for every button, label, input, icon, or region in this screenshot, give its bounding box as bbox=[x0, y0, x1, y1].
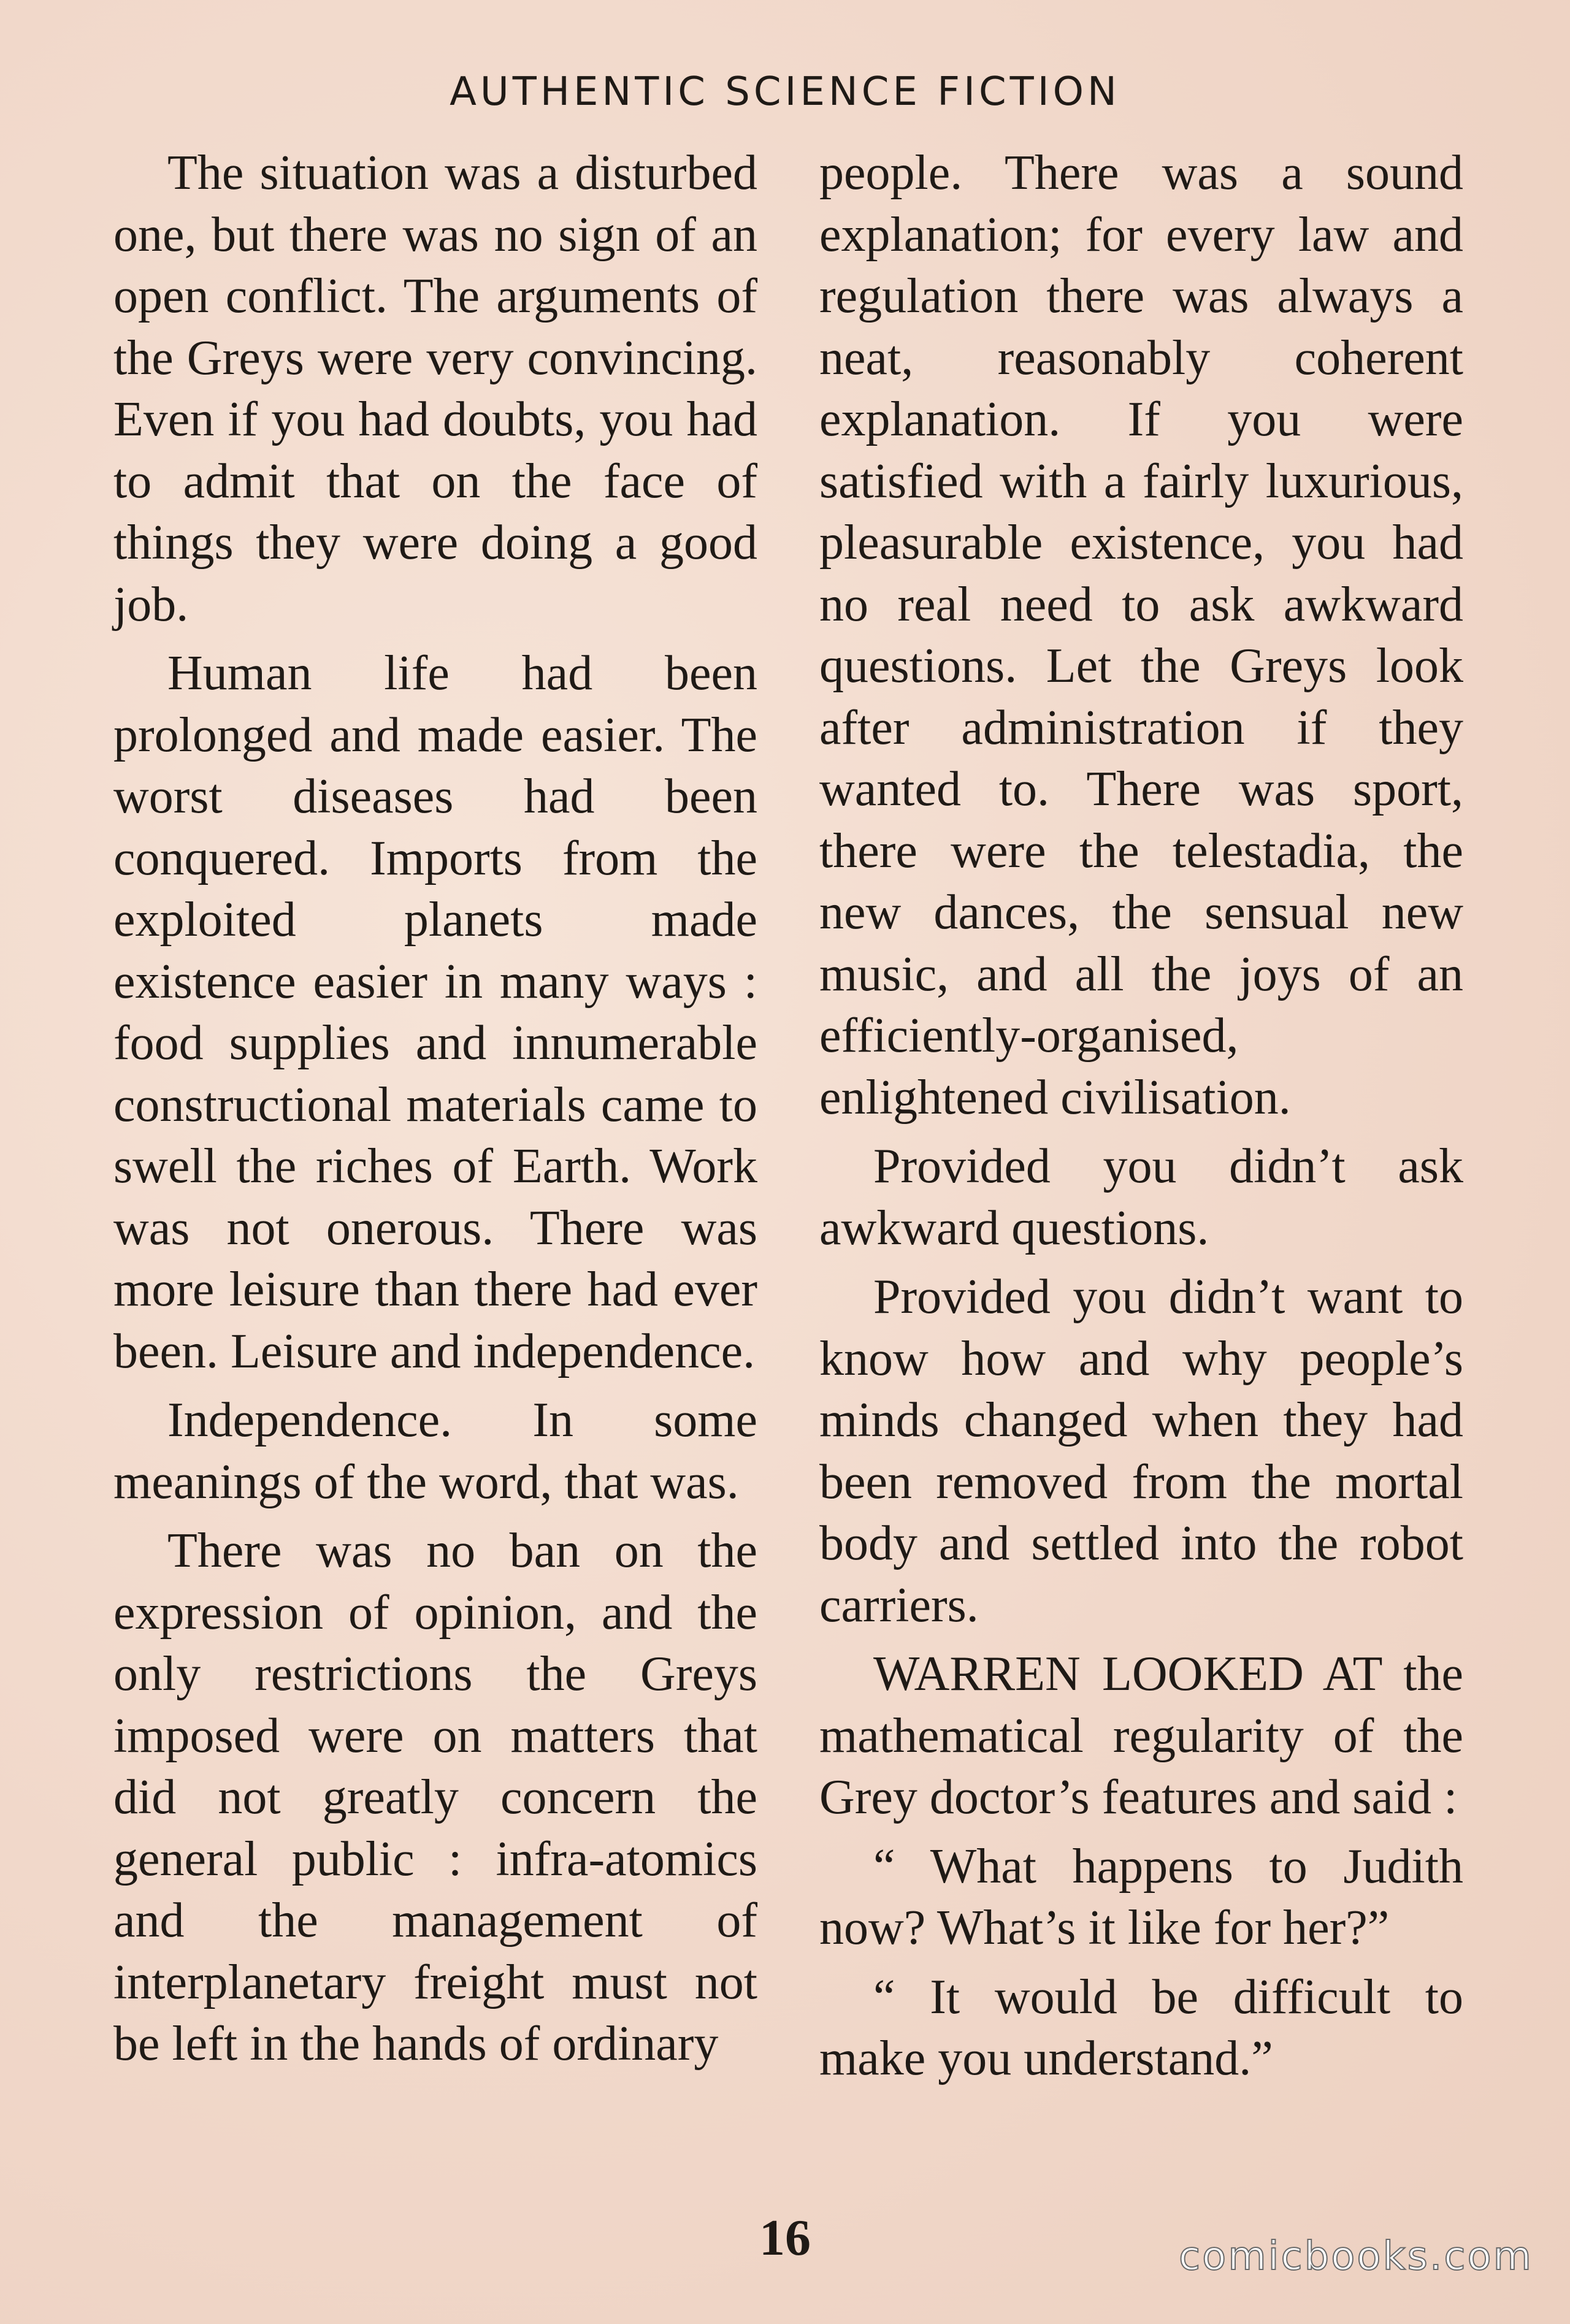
paragraph: Independence. In some meanings of the word, that was. bbox=[113, 1393, 757, 1509]
right-text-column bbox=[819, 142, 1463, 2097]
page-number: 16 bbox=[759, 2209, 811, 2266]
paragraph: Human life had been prolonged and made easier. The worst diseases had been conquered. Imports from the exploited planets made existence easier in many ways : food supplies and innumerable constructional materials came to swell the riches of Earth. Work was not onerous. There was more leisure than there had ever been. Leisure and independence. bbox=[113, 646, 757, 1378]
paragraph: WARREN LOOKED AT the mathematical regularity of the Grey doctor’s features and said : bbox=[819, 1647, 1463, 1824]
paragraph: The situation was a disturbed one, but there was no sign of an open conflict. The arguments of the Greys were very convincing. Even if you had doubts, you had to admit that on the face of things they were doing a good job. bbox=[113, 146, 757, 632]
running-header: AUTHENTIC SCIENCE FICTION bbox=[450, 69, 1120, 115]
paragraph-continued: people. There was a sound explanation; for every law and regulation there was always a neat, reasonably coherent explanation. If you were satisfied with a fairly luxurious, pleasurable existence, you had no real need to ask awkward questions. Let the Greys look after administration if they wanted to. There was sport, there were the telestadia, the new dances, the sensual new music, and all the joys of an efficiently-organised, enlightened civilisation. bbox=[819, 146, 1463, 1125]
paragraph: “ It would be difficult to make you understand.” bbox=[819, 1970, 1463, 2085]
watermark: comicbooks.com bbox=[1178, 2234, 1533, 2279]
paragraph: There was no ban on the expression of opinion, and the only restrictions the Greys imposed were on matters that did not greatly concern the general public : infra-atomics and the management of interplanetary freight must not be left in the hands of ordinary bbox=[113, 1524, 757, 2071]
paragraph: “ What happens to Judith now? What’s it like for her?” bbox=[819, 1839, 1463, 1955]
paragraph: Provided you didn’t want to know how and why people’s minds changed when they had been removed from the mortal body and settled into the robot carriers. bbox=[819, 1270, 1463, 1632]
left-text-column bbox=[113, 142, 757, 2082]
paragraph: Provided you didn’t ask awkward questions. bbox=[819, 1139, 1463, 1255]
